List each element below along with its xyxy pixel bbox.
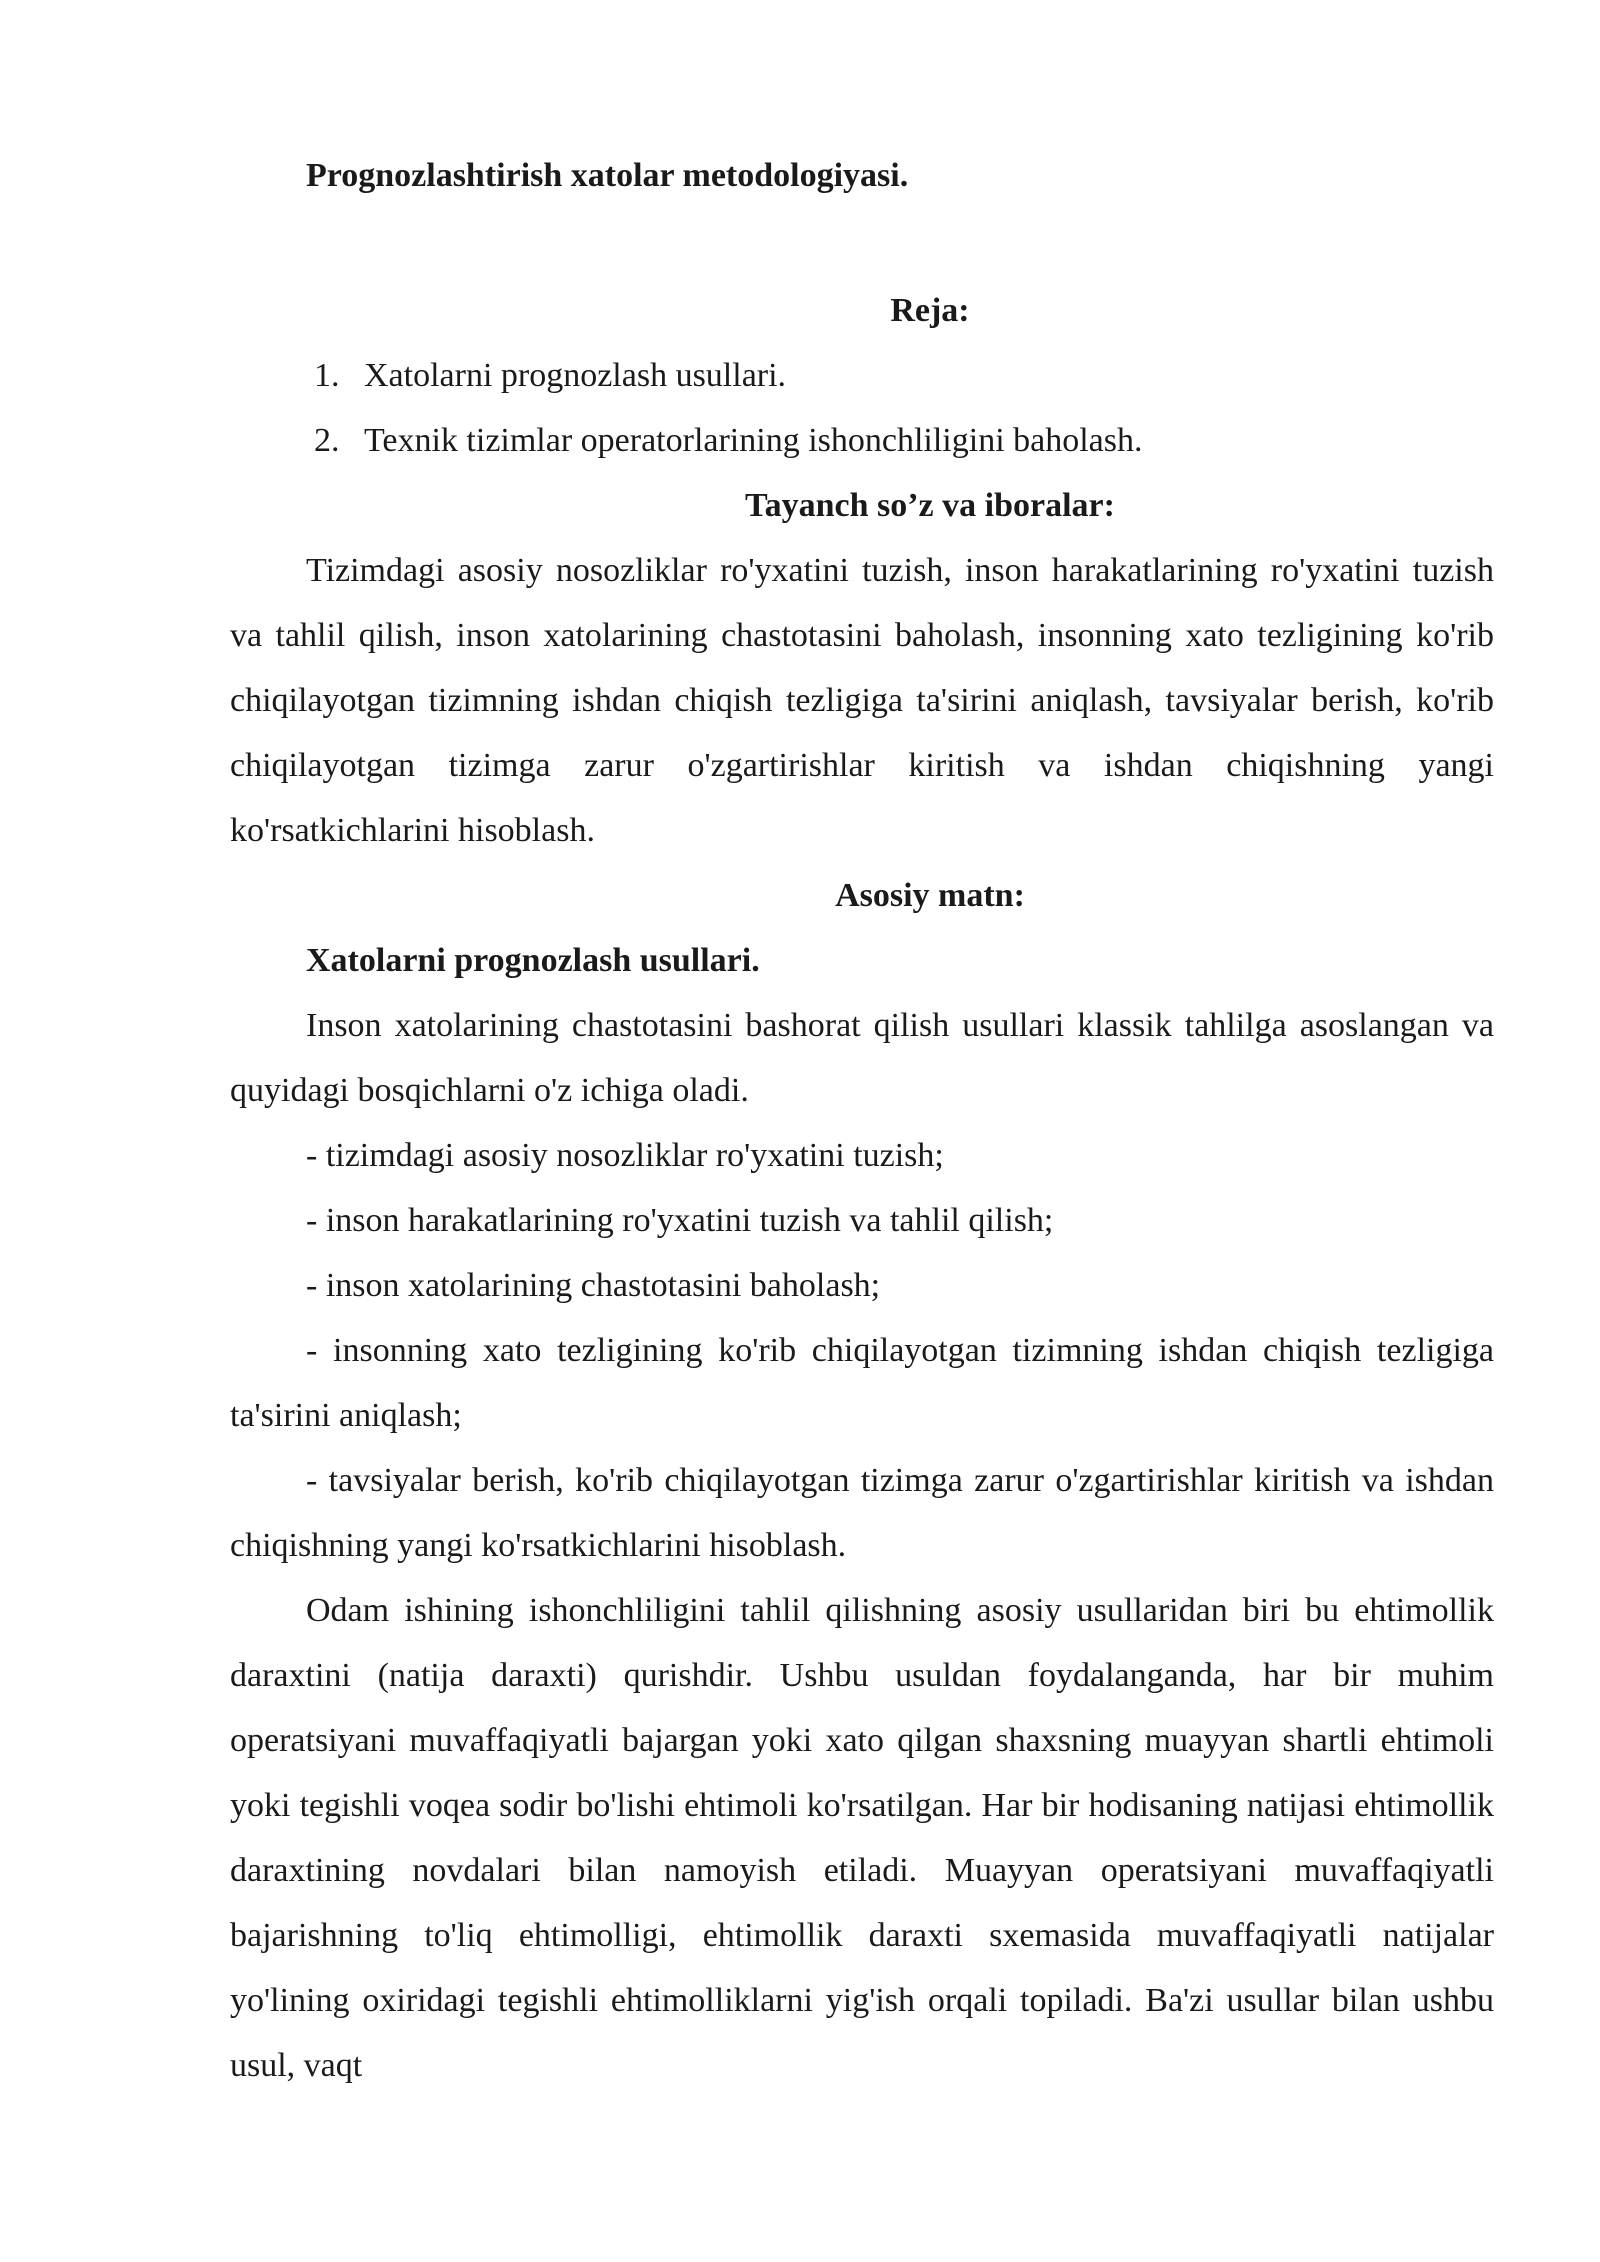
section-subheading: Xatolarni prognozlash usullari.	[306, 942, 760, 979]
plan-item	[230, 343, 1494, 408]
intro-paragraph: Inson xatolarining chastotasini bashorat qilish usullari klassik tahlilga asoslangan va quyidagi bosqichlarni o'z ichiga oladi.	[230, 1007, 1494, 1109]
plan-item-number: 2.	[314, 422, 340, 459]
main-text-heading: Asosiy matn:	[835, 877, 1025, 914]
step-item: - inson harakatlarining ro'yxatini tuzish va tahlil qilish;	[306, 1202, 1054, 1239]
body-paragraph: Odam ishining ishonchliligini tahlil qilishning asosiy usullaridan biri bu ehtimollik daraxtini (natija daraxti) qurishdir. Ushbu usuldan foydalanganda, har bir muhim operatsiyani muvaffaqiyatli bajargan yoki xato qilgan shaxsning muayyan shartli ehtimoli yoki tegishli voqea sodir bo'lishi ehtimoli ko'rsatilgan. Har bir hodisaning natijasi ehtimollik daraxtining novdalari bilan namoyish etiladi. Muayyan operatsiyani muvaffaqiyatli bajarishning to'liq ehtimolligi, ehtimollik daraxti sxemasida muvaffaqiyatli natijalar yo'lining oxiridagi tegishli ehtimolliklarni yig'ish orqali topiladi. Ba'zi usullar bilan ushbu usul, vaqt	[230, 1592, 1494, 2084]
document-title: Prognozlashtirish xatolar metodologiyasi.	[306, 157, 909, 194]
keywords-paragraph: Tizimdagi asosiy nosozliklar ro'yxatini tuzish, inson harakatlarining ro'yxatini tuzish va tahlil qilish, inson xatolarining chastotasini baholash, insonning xato tezligining ko'rib chiqilayotgan tizimning ishdan chiqish tezligiga ta'sirini aniqlash, tavsiyalar berish, ko'rib chiqilayotgan tizimga zarur o'zgartirishlar kiritish va ishdan chiqishning yangi ko'rsatkichlarini hisoblash.	[230, 552, 1494, 849]
plan-item-number: 1.	[314, 357, 340, 394]
keywords-heading: Tayanch so’z va iboralar:	[745, 487, 1115, 524]
plan-item-text: Xatolarni prognozlash usullari.	[364, 357, 787, 394]
spacer	[230, 204, 1494, 278]
plan-item-text: Texnik tizimlar operatorlarining ishonchliligini baholash.	[364, 422, 1143, 459]
document-content	[230, 148, 1494, 2098]
step-item: - tizimdagi asosiy nosozliklar ro'yxatini tuzish;	[306, 1137, 944, 1174]
step-item: - tavsiyalar berish, ko'rib chiqilayotgan tizimga zarur o'zgartirishlar kiritish va ishdan chiqishning yangi ko'rsatkichlarini hisoblash.	[230, 1462, 1494, 1564]
plan-heading: Reja:	[890, 292, 970, 329]
step-item: - inson xatolarining chastotasini baholash;	[306, 1267, 881, 1304]
step-item: - insonning xato tezligining ko'rib chiqilayotgan tizimning ishdan chiqish tezligiga ta'sirini aniqlash;	[230, 1332, 1494, 1434]
plan-list	[230, 343, 1494, 473]
plan-item	[230, 408, 1494, 473]
